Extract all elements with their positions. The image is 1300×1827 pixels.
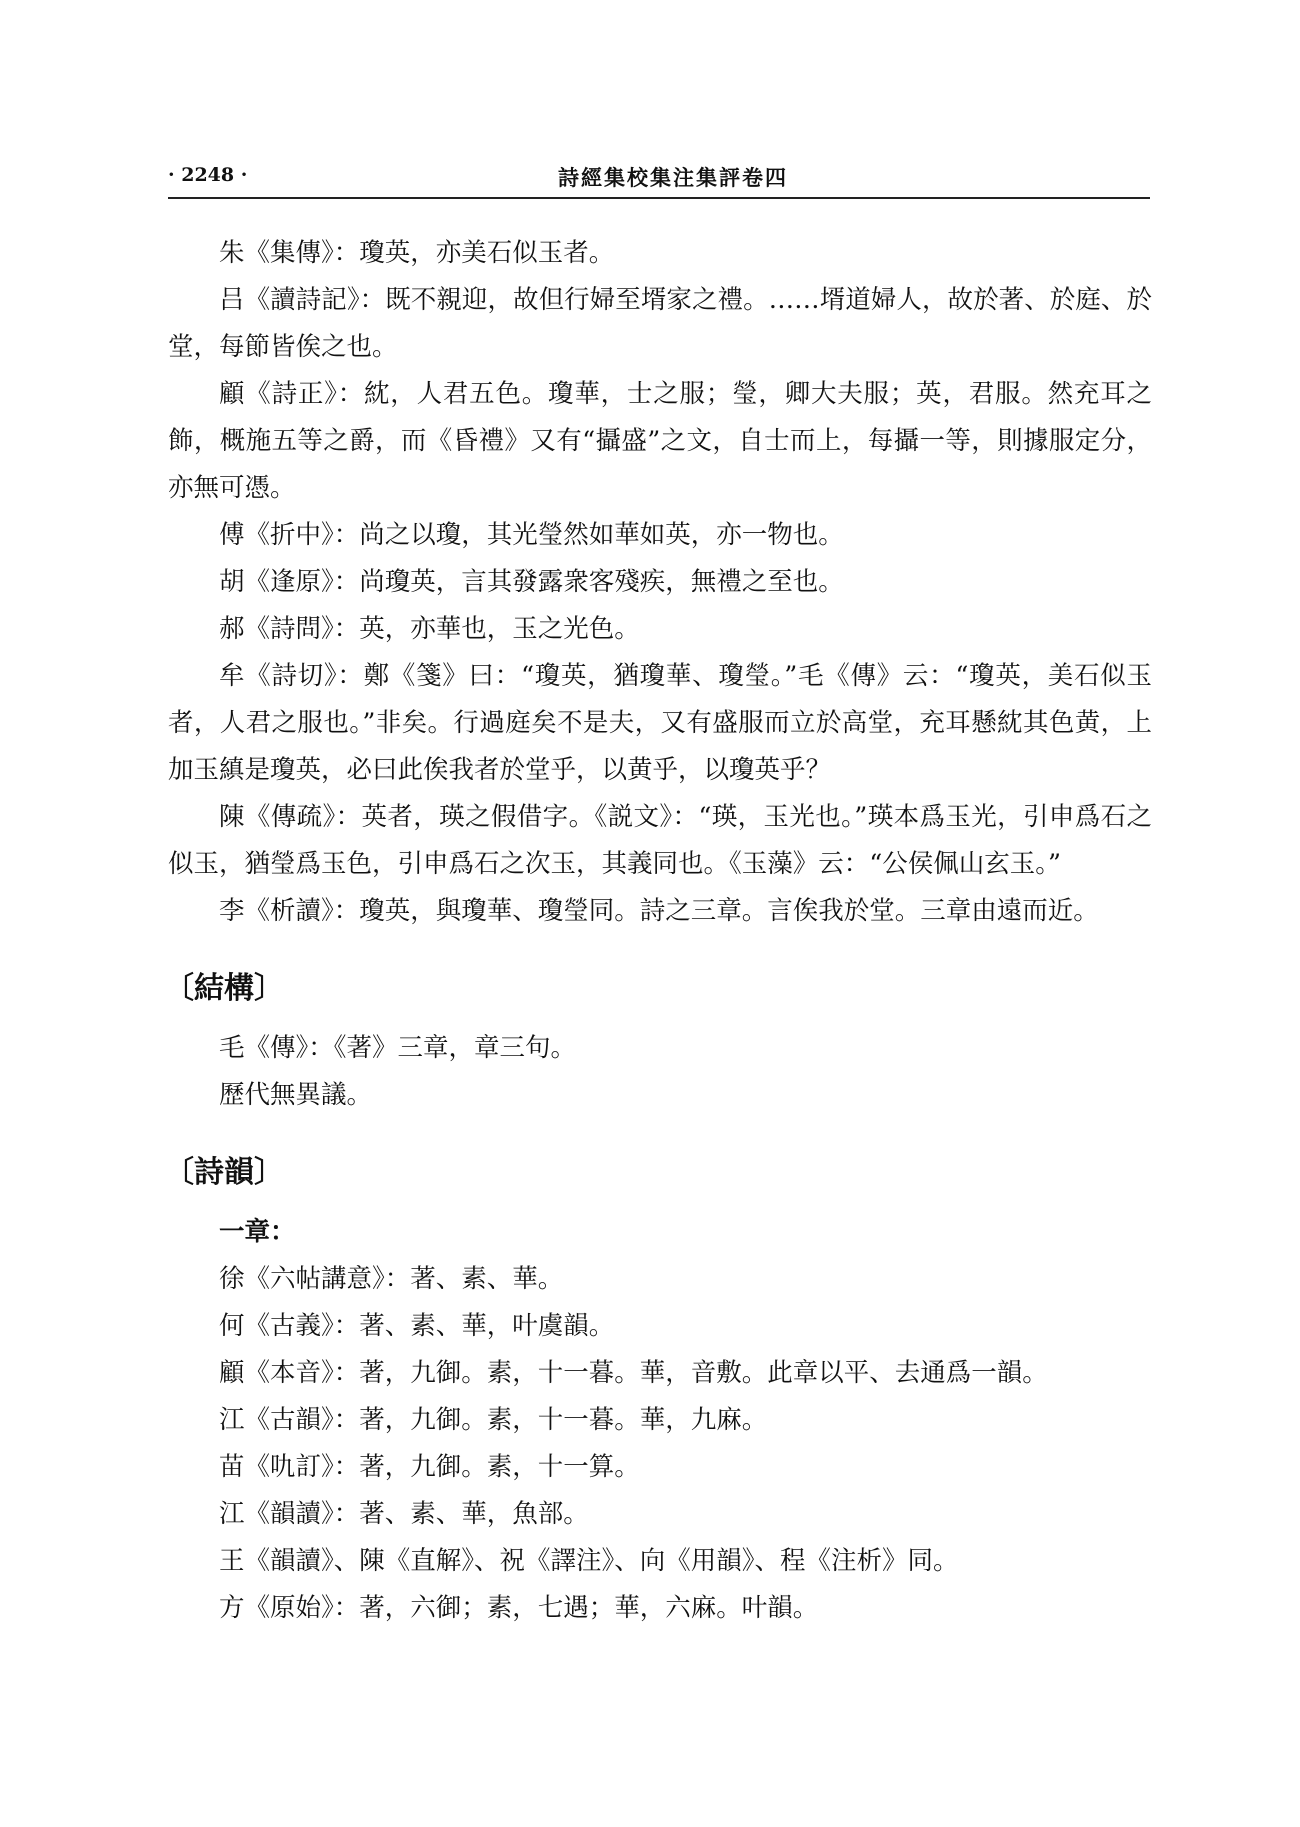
commentary-paragraph: 陳《傳疏》：英者，瑛之假借字。《説文》：“瑛，玉光也。”瑛本爲玉光，引申爲石之似玉，猶瑩爲玉色，引申爲石之次玉，其義同也。《玉藻》云：“公侯佩山玄玉。”	[168, 802, 1152, 879]
rhyme-line: 徐《六帖講意》：著、素、華。	[219, 1264, 564, 1294]
rhyme-line: 方《原始》：著，六御；素，七遇；華，六麻。叶韻。	[219, 1593, 819, 1623]
commentary-paragraph: 吕《讀詩記》：既不親迎，故但行婦至壻家之禮。……壻道婦人，故於著、於庭、於堂，每節皆俟之也。	[168, 285, 1152, 362]
commentary-paragraph: 胡《逢原》：尚瓊英，言其發露衆客殘疾，無禮之至也。	[219, 567, 844, 597]
structure-line: 毛《傳》：《著》三章，章三句。	[219, 1033, 577, 1063]
rhyme-line: 顧《本音》：著，九御。素，十一暮。華，音敷。此章以平、去通爲一韻。	[219, 1358, 1048, 1388]
commentary-paragraph: 郝《詩問》：英，亦華也，玉之光色。	[219, 614, 640, 644]
page-number: · 2248 ·	[168, 164, 248, 186]
page-header	[168, 160, 1148, 196]
rhyme-line: 江《韻讀》：著、素、華，魚部。	[219, 1499, 589, 1529]
commentary-paragraph: 牟《詩切》：鄭《箋》曰：“瓊英，猶瓊華、瓊瑩。”毛《傳》云：“瓊英，美石似玉者，人君之服也。”非矣。行過庭矣不是夫，又有盛服而立於高堂，充耳懸紞其色黄，上加玉縝是瓊英，必曰此俟我者於堂乎，以黄乎，以瓊英乎？	[168, 661, 1152, 785]
structure-heading: 〔結構〕	[164, 971, 284, 1006]
rhyme-line: 苗《㕤訂》：著，九御。素，十一算。	[219, 1452, 640, 1482]
rhyme-line: 江《古韻》：著，九御。素，十一暮。華，九麻。	[219, 1405, 768, 1435]
rhyme-heading: 〔詩韻〕	[164, 1155, 284, 1190]
commentary-paragraph: 傅《折中》：尚之以瓊，其光瑩然如華如英，亦一物也。	[219, 520, 844, 550]
rhyme-line: 王《韻讀》、陳《直解》、祝《譯注》、向《用韻》、程《注析》同。	[219, 1546, 959, 1576]
structure-line: 歷代無異議。	[219, 1080, 373, 1110]
commentary-paragraph: 顧《詩正》：紞，人君五色。瓊華，士之服；瑩，卿大夫服；英，君服。然充耳之飾，概施五等之爵，而《昏禮》又有“攝盛”之文，自士而上，每攝一等，則據服定分，亦無可憑。	[168, 379, 1152, 503]
rhyme-subheading: 一章：	[219, 1217, 296, 1247]
page-body	[164, 230, 1152, 1632]
commentary-paragraph: 朱《集傳》：瓊英，亦美石似玉者。	[219, 238, 615, 268]
rhyme-line: 何《古義》：著、素、華，叶虞韻。	[219, 1311, 615, 1341]
running-title: 詩經集校集注集評卷四	[558, 165, 788, 190]
commentary-paragraph: 李《析讀》：瓊英，與瓊華、瓊瑩同。詩之三章。言俟我於堂。三章由遠而近。	[219, 896, 1099, 926]
header-rule	[168, 197, 1150, 199]
